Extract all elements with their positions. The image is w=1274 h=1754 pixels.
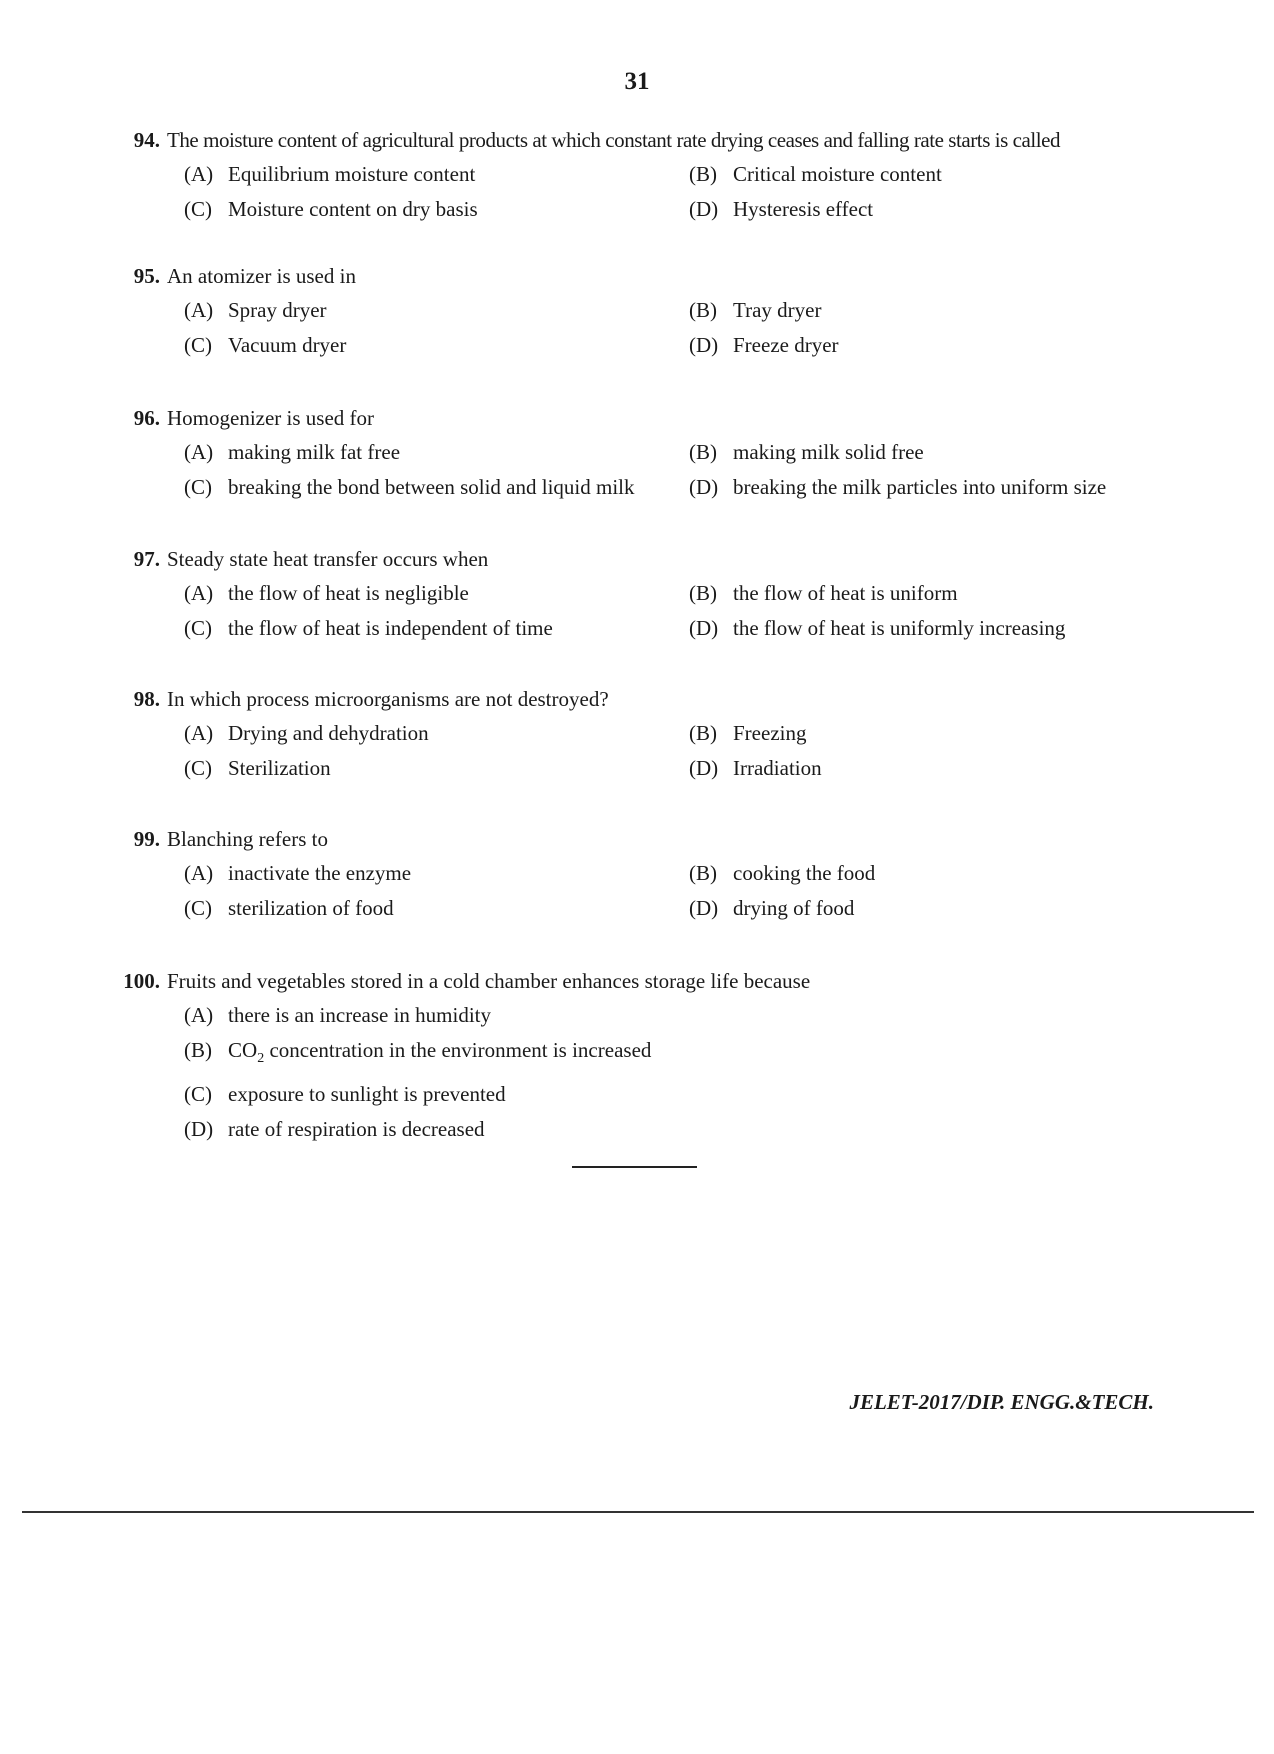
question-94 [120, 127, 1180, 222]
option-key: (B) [689, 162, 717, 186]
option-b [689, 439, 1209, 465]
option-text: Freeze dryer [733, 333, 839, 357]
option-key: (D) [184, 1117, 214, 1141]
answer-options [184, 439, 1180, 500]
option-c [184, 196, 689, 222]
option-key: (A) [184, 581, 214, 605]
option-key: (A) [184, 721, 214, 745]
option-text: the flow of heat is independent of time [228, 616, 553, 640]
option-text: drying of food [733, 896, 855, 920]
option-text: cooking the food [733, 861, 876, 885]
option-c [184, 1081, 884, 1107]
option-text: the flow of heat is uniformly increasing [733, 616, 1066, 640]
option-key: (D) [689, 616, 719, 640]
question-number: 99. [133, 827, 160, 851]
option-key: (A) [184, 440, 214, 464]
page-bottom-rule [22, 1511, 1254, 1513]
option-text: Freezing [733, 721, 807, 745]
option-text: inactivate the enzyme [228, 861, 412, 885]
page-number: 31 [624, 68, 650, 95]
option-d [689, 895, 1209, 921]
option-text: Irradiation [733, 756, 822, 780]
option-a [184, 1002, 884, 1028]
question-number: 97. [133, 547, 160, 571]
answer-options [184, 297, 1180, 358]
option-key: (B) [689, 721, 717, 745]
option-text: making milk fat free [228, 440, 401, 464]
option-key: (A) [184, 1003, 214, 1027]
option-key: (B) [184, 1038, 212, 1062]
option-b [184, 1037, 884, 1072]
option-b [689, 860, 1209, 886]
question-number: 96. [133, 406, 160, 430]
option-text [228, 1038, 652, 1066]
option-text: exposure to sunlight is prevented [228, 1082, 506, 1106]
question-text: Steady state heat transfer occurs when [167, 547, 489, 571]
option-c [184, 895, 689, 921]
option-a [184, 297, 689, 323]
question-number: 98. [133, 687, 160, 711]
option-text: Moisture content on dry basis [228, 197, 478, 221]
option-key: (A) [184, 162, 214, 186]
option-text: Equilibrium moisture content [228, 162, 476, 186]
option-d [689, 755, 1209, 781]
answer-options [184, 1002, 1180, 1142]
option-a [184, 720, 689, 746]
chemical-formula: CO [228, 1038, 258, 1062]
option-a [184, 439, 689, 465]
option-text-rest: concentration in the environment is increased [264, 1038, 652, 1062]
option-b [689, 161, 1209, 187]
question-text: Fruits and vegetables stored in a cold chamber enhances storage life because [167, 969, 811, 993]
option-key: (C) [184, 333, 212, 357]
question-text: The moisture content of agricultural products at which constant rate drying ceases and falling rate starts is called [167, 128, 1061, 152]
option-text: Vacuum dryer [228, 333, 347, 357]
option-d [689, 332, 1209, 358]
question-97 [120, 546, 1180, 641]
question-95 [120, 263, 1180, 358]
option-text: Drying and dehydration [228, 721, 429, 745]
question-99 [120, 826, 1180, 921]
question-text: Blanching refers to [167, 827, 328, 851]
question-number: 100. [123, 969, 160, 993]
option-key: (A) [184, 861, 214, 885]
option-text: the flow of heat is negligible [228, 581, 469, 605]
answer-options [184, 161, 1180, 222]
option-key: (B) [689, 581, 717, 605]
option-key: (B) [689, 861, 717, 885]
option-c [184, 615, 689, 641]
option-a [184, 580, 689, 606]
option-text: there is an increase in humidity [228, 1003, 492, 1027]
option-key: (C) [184, 1082, 212, 1106]
option-text: sterilization of food [228, 896, 394, 920]
subscript: 2 [257, 1051, 265, 1066]
answer-options [184, 860, 1180, 921]
option-text: Hysteresis effect [733, 197, 874, 221]
exam-code: JELET-2017/DIP. ENGG.&TECH. [849, 1390, 1154, 1414]
option-d [184, 1116, 884, 1142]
option-a [184, 161, 689, 187]
option-b [689, 580, 1209, 606]
option-a [184, 860, 689, 886]
option-d [689, 474, 1209, 500]
option-text: Spray dryer [228, 298, 327, 322]
option-c [184, 332, 689, 358]
option-key: (C) [184, 197, 212, 221]
option-key: (B) [689, 440, 717, 464]
answer-options [184, 580, 1180, 641]
option-key: (D) [689, 333, 719, 357]
option-key: (D) [689, 896, 719, 920]
question-text: An atomizer is used in [167, 264, 356, 288]
option-text: breaking the milk particles into uniform size [733, 475, 1107, 499]
option-text: rate of respiration is decreased [228, 1117, 485, 1141]
option-text: making milk solid free [733, 440, 924, 464]
question-98 [120, 686, 1180, 781]
option-key: (D) [689, 197, 719, 221]
option-key: (C) [184, 616, 212, 640]
option-key: (D) [689, 475, 719, 499]
option-c [184, 755, 689, 781]
option-key: (C) [184, 756, 212, 780]
option-d [689, 196, 1209, 222]
question-text: Homogenizer is used for [167, 406, 375, 430]
question-100 [120, 968, 1180, 1142]
option-key: (B) [689, 298, 717, 322]
option-text: Tray dryer [733, 298, 822, 322]
option-d [689, 615, 1209, 641]
option-text: the flow of heat is uniform [733, 581, 958, 605]
option-text: Sterilization [228, 756, 331, 780]
question-number: 94. [133, 128, 160, 152]
answer-options [184, 720, 1180, 781]
option-key: (A) [184, 298, 214, 322]
question-96 [120, 405, 1180, 500]
option-key: (D) [689, 756, 719, 780]
option-key: (C) [184, 475, 212, 499]
question-number: 95. [133, 264, 160, 288]
option-c [184, 474, 689, 500]
option-key: (C) [184, 896, 212, 920]
option-b [689, 297, 1209, 323]
option-b [689, 720, 1209, 746]
end-of-questions-divider [572, 1166, 697, 1168]
option-text: Critical moisture content [733, 162, 942, 186]
question-text: In which process microorganisms are not destroyed? [167, 687, 609, 711]
option-text: breaking the bond between solid and liquid milk [228, 475, 635, 499]
